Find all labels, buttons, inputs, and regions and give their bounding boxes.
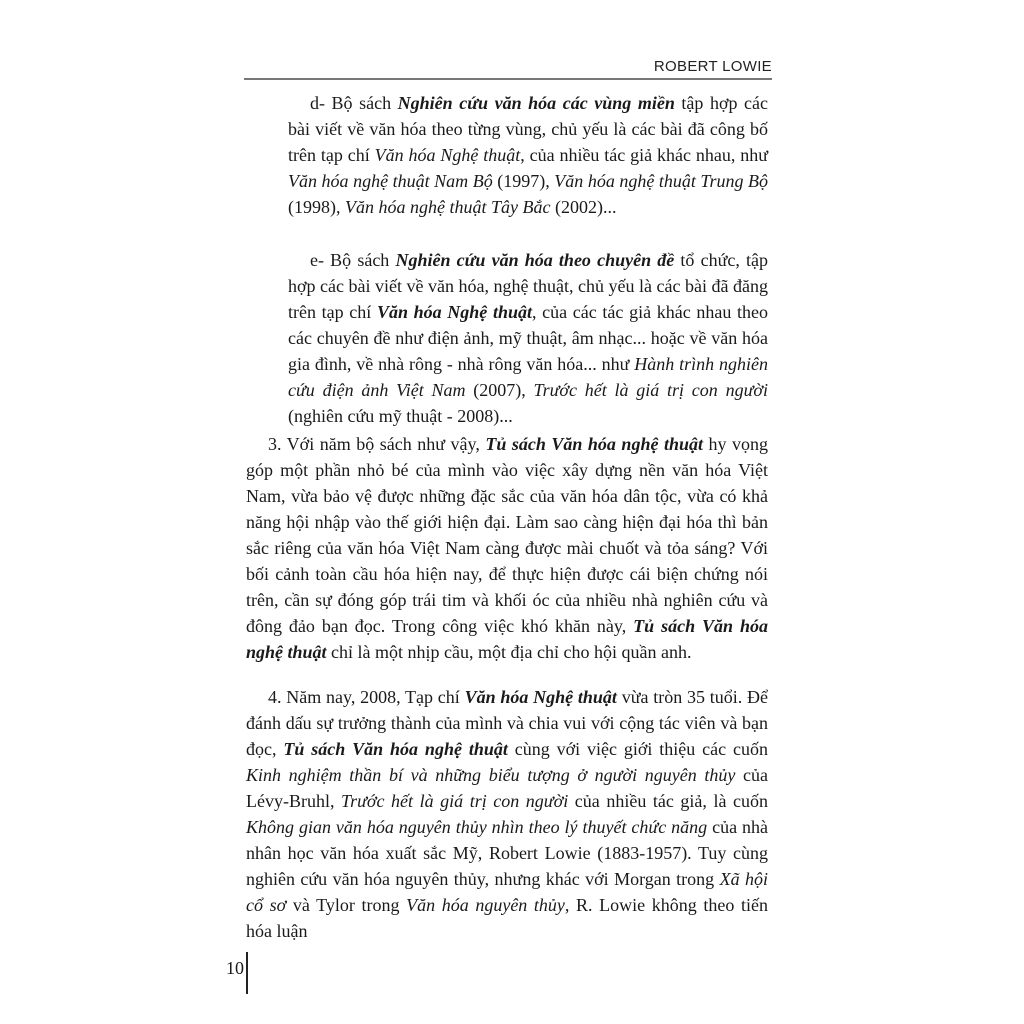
page-number-rule: [246, 952, 248, 994]
text-run: hy vọng góp một phần nhỏ bé của mình vào việc xây dựng nền văn hóa Việt Nam, vừa bảo vệ được những đặc sắc của văn hóa dân tộc, vừa có khả năng hội nhập vào thế giới hiện đại. Làm sao càng hiện đại hóa thì bản sắc riêng của văn hóa Việt Nam càng được mài chuốt và tỏa sáng? Với bối cảnh toàn cầu hóa hiện nay, để thực hiện được cái biện chứng nói trên, cần sự đóng góp trái tim và khối óc của nhiều nhà nghiên cứu và đông đảo bạn đọc. Trong công việc khó khăn này,: [246, 434, 769, 636]
book-title: Văn hóa nghệ thuật Tây Bắc: [345, 197, 551, 217]
text-run: chỉ là một nhịp cầu, một địa chỉ cho hội quần anh.: [326, 642, 692, 662]
text-run: của Lévy-Bruhl,: [246, 765, 768, 811]
book-series-title: Nghiên cứu văn hóa các vùng miền: [397, 93, 675, 113]
book-series-title: Tủ sách Văn hóa nghệ thuật: [246, 616, 768, 662]
book-title: Văn hóa nguyên thủy: [406, 895, 565, 915]
paragraph-e: [288, 247, 768, 429]
journal-title: Văn hóa Nghệ thuật: [376, 302, 532, 322]
text-run: tổ chức, tập hợp các bài viết về văn hóa, nghệ thuật, chủ yếu là các bài đã đăng trên tạp chí: [288, 250, 768, 322]
text-run: d- Bộ sách: [310, 93, 398, 113]
book-title: Không gian văn hóa nguyên thủy nhìn theo lý thuyết chức năng: [246, 817, 708, 837]
running-header: ROBERT LOWIE: [653, 58, 772, 75]
book-title: Xã hội cổ sơ: [246, 869, 768, 915]
book-title: Văn hóa nghệ thuật Trung Bộ: [554, 171, 768, 191]
text-run: (2007),: [465, 380, 534, 400]
book-title: Kinh nghiệm thần bí và những biểu tượng ở người nguyên thủy: [246, 765, 736, 785]
text-run: (1998),: [288, 197, 345, 217]
text-run: cùng với việc giới thiệu các cuốn: [507, 739, 768, 759]
text-run: và Tylor trong: [286, 895, 407, 915]
header-rule: [244, 78, 772, 80]
text-run: , R. Lowie không theo tiến hóa luận: [246, 895, 768, 941]
text-run: e- Bộ sách: [310, 250, 396, 270]
text-run: tập hợp các bài viết về văn hóa theo từng vùng, chủ yếu là các bài đã công bố trên tạp chí: [288, 93, 769, 165]
text-run: 3. Với năm bộ sách như vậy,: [268, 434, 486, 454]
text-run: vừa tròn 35 tuổi. Để đánh dấu sự trưởng thành của mình và chia vui với cộng tác viên và bạn đọc,: [246, 687, 768, 759]
book-series-title: Tủ sách Văn hóa nghệ thuật: [485, 434, 703, 454]
text-run: , của các tác giả khác nhau theo các chuyên đề như điện ảnh, mỹ thuật, âm nhạc... hoặc về văn hóa gia đình, về nhà rông - nhà rông văn hóa... như: [288, 302, 769, 374]
journal-title: Văn hóa Nghệ thuật: [464, 687, 617, 707]
text-run: của nhà nhân học văn hóa xuất sắc Mỹ, Robert Lowie (1883-1957). Tuy cùng nghiên cứu văn hóa nguyên thủy, nhưng khác với Morgan trong: [246, 817, 769, 889]
paragraph-3: [246, 431, 768, 665]
book-title: Trước hết là giá trị con người: [341, 791, 569, 811]
text-run: 4. Năm nay, 2008, Tạp chí: [268, 687, 465, 707]
book-title: Văn hóa nghệ thuật Nam Bộ: [288, 171, 493, 191]
text-run: của nhiều tác giả, là cuốn: [568, 791, 769, 811]
book-series-title: Tủ sách Văn hóa nghệ thuật: [283, 739, 508, 759]
page-number: 10: [226, 958, 244, 978]
text-run: (1997),: [492, 171, 555, 191]
paragraph-d: [288, 90, 768, 220]
book-title: Hành trình nghiên cứu điện ảnh Việt Nam: [288, 354, 768, 400]
text-run: , của nhiều tác giả khác nhau, như: [520, 145, 768, 165]
paragraph-4: [246, 684, 768, 944]
text-run: (nghiên cứu mỹ thuật - 2008)...: [288, 406, 513, 426]
book-title: Trước hết là giá trị con người: [533, 380, 768, 400]
book-series-title: Nghiên cứu văn hóa theo chuyên đề: [395, 250, 675, 270]
journal-title: Văn hóa Nghệ thuật: [374, 145, 521, 165]
text-run: (2002)...: [550, 197, 617, 217]
